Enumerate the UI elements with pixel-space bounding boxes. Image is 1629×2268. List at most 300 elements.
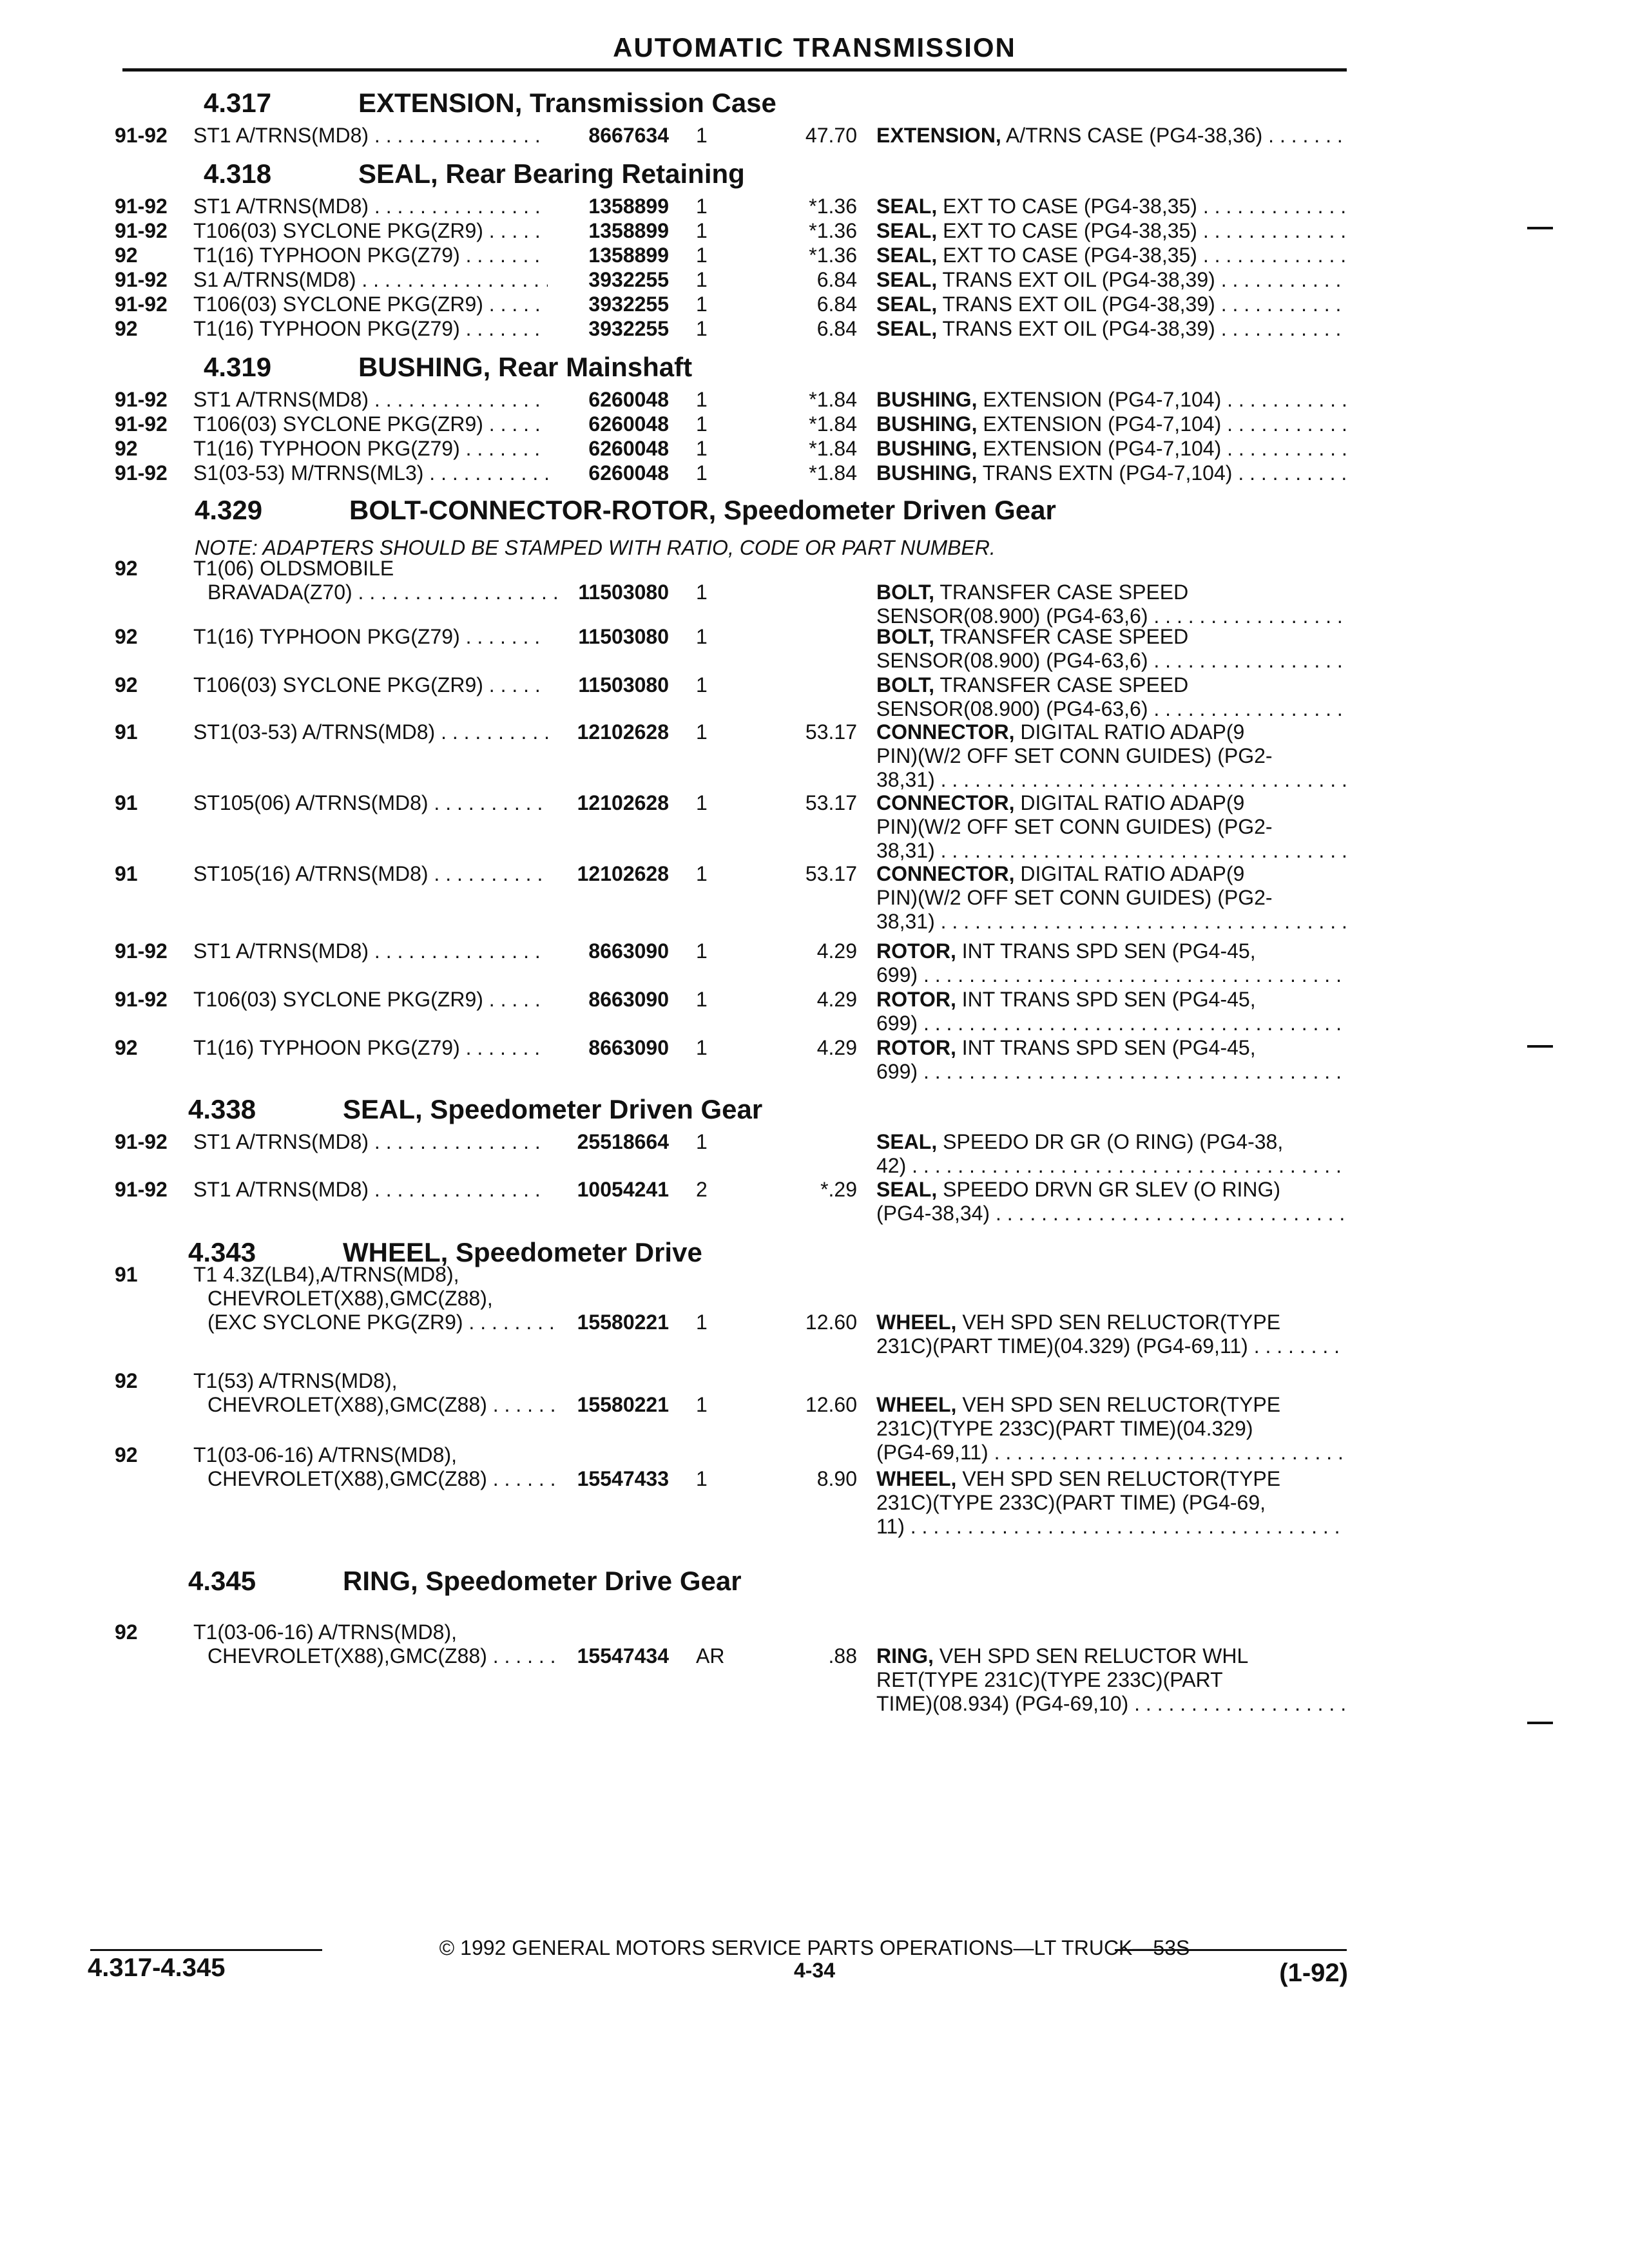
- price: 6.84: [816, 268, 857, 291]
- part-number: 8663090: [588, 1036, 669, 1059]
- description-keyword: BOLT,: [876, 673, 935, 697]
- part-description: [876, 1178, 1347, 1225]
- section-note: NOTE: ADAPTERS SHOULD BE STAMPED WITH RATIO, CODE OR PART NUMBER.: [195, 536, 996, 559]
- description-line: [876, 461, 1347, 485]
- section-title: BOLT-CONNECTOR-ROTOR, Speedometer Driven Gear: [349, 495, 1056, 525]
- quantity: 1: [696, 1130, 708, 1153]
- application: [193, 1443, 562, 1491]
- description-line: 38,31) . . .: [876, 839, 1347, 863]
- application: [193, 219, 548, 243]
- application-line: T1(53) A/TRNS(MD8),: [193, 1369, 398, 1392]
- price: *1.36: [809, 195, 857, 218]
- description-text: TRANS EXT OIL (PG4-38,39): [937, 268, 1215, 291]
- application-line: T106(03) SYCLONE PKG(ZR9) . . .: [193, 412, 548, 436]
- application: [193, 791, 548, 815]
- application: [193, 388, 548, 412]
- application: [193, 1178, 548, 1202]
- part-description: [876, 124, 1347, 148]
- application-line: T106(03) SYCLONE PKG(ZR9) . . .: [193, 988, 548, 1012]
- model-year: 92: [115, 1443, 138, 1466]
- application-line: T106(03) SYCLONE PKG(ZR9) . . .: [193, 219, 548, 243]
- description-text: INT TRANS SPD SEN (PG4-45,: [956, 939, 1256, 963]
- quantity: 1: [696, 1467, 708, 1490]
- description-line: 38,31) . . .: [876, 910, 1347, 934]
- price: *.29: [820, 1178, 857, 1201]
- description-line: [876, 195, 1347, 218]
- description-keyword: WHEEL,: [876, 1467, 957, 1490]
- description-line: 699) . . .: [876, 1060, 1347, 1084]
- description-line: TIME)(08.934) (PG4-69,10) . . .: [876, 1692, 1347, 1716]
- part-description: [876, 1311, 1347, 1358]
- application: [193, 673, 548, 697]
- quantity: 1: [696, 437, 708, 460]
- description-line: PIN)(W/2 OFF SET CONN GUIDES) (PG2-: [876, 815, 1273, 838]
- price: *1.36: [809, 219, 857, 242]
- application: [193, 939, 548, 963]
- description-line: [876, 791, 1347, 815]
- page-header-title: AUTOMATIC TRANSMISSION: [613, 32, 1016, 62]
- application-line: BRAVADA(Z70) . . .: [193, 581, 562, 604]
- model-year: 91-92: [115, 412, 168, 436]
- model-year: 91-92: [115, 1130, 168, 1153]
- application-line: ST1 A/TRNS(MD8) . . .: [193, 124, 548, 148]
- footer-page-number: 4-34: [793, 1959, 836, 1982]
- price: 53.17: [805, 862, 857, 885]
- description-line: [876, 1467, 1347, 1491]
- description-line: 11) . . .: [876, 1515, 1347, 1539]
- part-description: [876, 791, 1347, 863]
- application-line: CHEVROLET(X88),GMC(Z88) . . .: [193, 1467, 562, 1491]
- description-keyword: BOLT,: [876, 581, 935, 604]
- model-year: 91: [115, 720, 138, 744]
- application-line: T106(03) SYCLONE PKG(ZR9) . . .: [193, 673, 548, 697]
- model-year: 91: [115, 791, 138, 814]
- description-text: DIGITAL RATIO ADAP(9: [1014, 862, 1245, 885]
- description-keyword: SEAL,: [876, 219, 938, 242]
- description-line: [876, 1393, 1347, 1417]
- description-keyword: WHEEL,: [876, 1393, 957, 1416]
- quantity: 1: [696, 293, 708, 316]
- footer-copyright: © 1992 GENERAL MOTORS SERVICE PARTS OPERATIONS—LT TRUCK—53S: [439, 1936, 1190, 1959]
- part-number: 15580221: [577, 1311, 669, 1334]
- application: [193, 1036, 548, 1060]
- quantity: 1: [696, 939, 708, 963]
- price: 12.60: [805, 1393, 857, 1416]
- section-title: SEAL, Speedometer Driven Gear: [343, 1094, 763, 1124]
- section-number: 4.319: [204, 352, 272, 382]
- part-description: [876, 581, 1347, 628]
- description-line: 699) . . .: [876, 1012, 1347, 1035]
- application: [193, 988, 548, 1012]
- quantity: 1: [696, 1393, 708, 1416]
- part-number: 15580221: [577, 1393, 669, 1416]
- model-year: 92: [115, 437, 138, 460]
- description-line: [876, 124, 1347, 148]
- part-number: 8663090: [588, 939, 669, 963]
- part-number: 12102628: [577, 720, 669, 744]
- description-line: [876, 317, 1347, 341]
- description-line: SENSOR(08.900) (PG4-63,6) . . .: [876, 697, 1347, 721]
- quantity: 1: [696, 268, 708, 291]
- application-line: ST105(06) A/TRNS(MD8) . . .: [193, 791, 548, 815]
- description-keyword: ROTOR,: [876, 1036, 956, 1059]
- application: [193, 625, 548, 649]
- part-number: 6260048: [588, 388, 669, 411]
- description-keyword: SEAL,: [876, 268, 938, 291]
- application: [193, 293, 548, 316]
- part-number: 11503080: [578, 625, 669, 648]
- application-line: T1(16) TYPHOON PKG(Z79) . . .: [193, 625, 548, 649]
- description-keyword: CONNECTOR,: [876, 862, 1015, 885]
- quantity: 1: [696, 673, 708, 697]
- part-number: 15547434: [577, 1644, 669, 1667]
- description-text: TRANS EXTN (PG4-7,104): [977, 461, 1233, 485]
- description-keyword: SEAL,: [876, 293, 938, 316]
- section-number: 4.345: [188, 1566, 256, 1596]
- description-text: VEH SPD SEN RELUCTOR(TYPE: [956, 1393, 1281, 1416]
- quantity: 1: [696, 791, 708, 814]
- part-description: [876, 388, 1347, 412]
- header-rule: [122, 68, 1347, 72]
- description-text: A/TRNS CASE (PG4-38,36): [1001, 124, 1263, 147]
- application-line: CHEVROLET(X88),GMC(Z88) . . .: [193, 1644, 562, 1668]
- footer-section-range: 4.317-4.345: [88, 1954, 226, 1982]
- application: [193, 1369, 562, 1417]
- description-keyword: BUSHING,: [876, 412, 978, 436]
- part-description: [876, 862, 1347, 934]
- application: [193, 862, 548, 886]
- margin-tick: [1527, 1045, 1553, 1048]
- quantity: 1: [696, 625, 708, 648]
- section-heading: [204, 159, 745, 189]
- application-line: CHEVROLET(X88),GMC(Z88),: [207, 1287, 493, 1310]
- model-year: 91-92: [115, 1178, 168, 1201]
- application-line: T1(03-06-16) A/TRNS(MD8),: [193, 1443, 457, 1466]
- application-line: ST1 A/TRNS(MD8) . . .: [193, 388, 548, 412]
- price: 8.90: [816, 1467, 857, 1490]
- price: *1.84: [809, 388, 857, 411]
- price: 47.70: [805, 124, 857, 147]
- application: [193, 720, 548, 744]
- model-year: 92: [115, 625, 138, 648]
- section-title: WHEEL, Speedometer Drive: [343, 1237, 702, 1267]
- application: [193, 1263, 562, 1334]
- description-text: TRANS EXT OIL (PG4-38,39): [937, 317, 1215, 340]
- description-line: 42) . . .: [876, 1154, 1347, 1178]
- part-description: [876, 219, 1347, 243]
- description-line: [876, 219, 1347, 243]
- description-text: SPEEDO DR GR (O RING) (PG4-38,: [937, 1130, 1284, 1153]
- description-text: EXTENSION (PG4-7,104): [977, 388, 1222, 411]
- description-text: VEH SPD SEN RELUCTOR(TYPE: [956, 1311, 1281, 1334]
- section-title: EXTENSION, Transmission Case: [358, 88, 776, 118]
- application: [193, 268, 548, 292]
- application: [193, 1620, 562, 1668]
- price: 4.29: [816, 988, 857, 1011]
- description-keyword: CONNECTOR,: [876, 720, 1015, 744]
- quantity: 1: [696, 461, 708, 485]
- part-description: [876, 1036, 1347, 1084]
- price: *1.36: [809, 244, 857, 267]
- model-year: 92: [115, 1369, 138, 1392]
- application-line: T1 4.3Z(LB4),A/TRNS(MD8),: [193, 1263, 459, 1286]
- description-keyword: SEAL,: [876, 317, 938, 340]
- part-number: 12102628: [577, 791, 669, 814]
- description-line: 231C)(TYPE 233C)(PART TIME) (PG4-69,: [876, 1491, 1266, 1514]
- price: 53.17: [805, 791, 857, 814]
- price: 6.84: [816, 293, 857, 316]
- application-line: S1(03-53) M/TRNS(ML3) . . .: [193, 461, 548, 485]
- quantity: 1: [696, 244, 708, 267]
- description-line: 231C)(TYPE 233C)(PART TIME)(04.329): [876, 1417, 1253, 1440]
- description-keyword: BUSHING,: [876, 461, 978, 485]
- section-number: 4.343: [188, 1237, 256, 1267]
- description-line: [876, 1178, 1347, 1202]
- description-text: VEH SPD SEN RELUCTOR(TYPE: [956, 1467, 1281, 1490]
- part-number: 12102628: [577, 862, 669, 885]
- model-year: 92: [115, 317, 138, 340]
- description-keyword: ROTOR,: [876, 988, 956, 1011]
- price: .88: [828, 1644, 857, 1667]
- quantity: 1: [696, 720, 708, 744]
- description-keyword: CONNECTOR,: [876, 791, 1015, 814]
- model-year: 91-92: [115, 195, 168, 218]
- description-text: TRANSFER CASE SPEED: [934, 625, 1189, 648]
- application-line: S1 A/TRNS(MD8) . . .: [193, 268, 548, 292]
- description-line: 699) . . .: [876, 963, 1347, 987]
- description-line: [876, 293, 1347, 316]
- description-text: EXT TO CASE (PG4-38,35): [937, 195, 1197, 218]
- description-text: VEH SPD SEN RELUCTOR WHL: [933, 1644, 1249, 1667]
- price: 53.17: [805, 720, 857, 744]
- description-keyword: SEAL,: [876, 1178, 938, 1201]
- model-year: 91-92: [115, 124, 168, 147]
- description-line: [876, 1311, 1347, 1334]
- part-number: 6260048: [588, 412, 669, 436]
- description-line: [876, 412, 1347, 436]
- application-line: T1(06) OLDSMOBILE: [193, 557, 394, 580]
- quantity: 1: [696, 581, 708, 604]
- model-year: 91: [115, 1263, 138, 1286]
- description-line: [876, 437, 1347, 461]
- description-keyword: SEAL,: [876, 244, 938, 267]
- description-text: INT TRANS SPD SEN (PG4-45,: [956, 1036, 1256, 1059]
- model-year: 92: [115, 557, 138, 580]
- part-number: 1358899: [588, 244, 669, 267]
- part-number: 11503080: [578, 581, 669, 604]
- description-text: TRANSFER CASE SPEED: [934, 581, 1189, 604]
- description-text: EXTENSION (PG4-7,104): [977, 412, 1222, 436]
- description-line: [876, 673, 1347, 697]
- description-line: [876, 581, 1347, 604]
- application-line: (EXC SYCLONE PKG(ZR9) . . .: [193, 1311, 562, 1334]
- part-number: 3932255: [588, 268, 669, 291]
- part-description: [876, 268, 1347, 292]
- description-keyword: BUSHING,: [876, 388, 978, 411]
- model-year: 91-92: [115, 988, 168, 1011]
- section-number: 4.318: [204, 159, 272, 189]
- part-number: 6260048: [588, 461, 669, 485]
- description-keyword: EXTENSION,: [876, 124, 1001, 147]
- application: [193, 1130, 548, 1154]
- description-line: [876, 1644, 1347, 1668]
- model-year: 91-92: [115, 939, 168, 963]
- part-description: [876, 461, 1347, 485]
- application: [193, 557, 562, 604]
- section-heading: [188, 1094, 762, 1125]
- description-keyword: BOLT,: [876, 625, 935, 648]
- part-description: [876, 1393, 1347, 1465]
- quantity: 1: [696, 1036, 708, 1059]
- quantity: 1: [696, 1311, 708, 1334]
- section-number: 4.317: [204, 88, 272, 118]
- price: 4.29: [816, 1036, 857, 1059]
- price: *1.84: [809, 461, 857, 485]
- application-line: ST1 A/TRNS(MD8) . . .: [193, 1178, 548, 1202]
- price: *1.84: [809, 412, 857, 436]
- part-number: 11503080: [578, 673, 669, 697]
- description-line: [876, 625, 1347, 649]
- description-text: SPEEDO DRVN GR SLEV (O RING): [937, 1178, 1281, 1201]
- quantity: 1: [696, 219, 708, 242]
- part-description: [876, 988, 1347, 1035]
- part-number: 15547433: [577, 1467, 669, 1490]
- part-number: 8667634: [588, 124, 669, 147]
- quantity: 1: [696, 862, 708, 885]
- description-line: SENSOR(08.900) (PG4-63,6) . . .: [876, 649, 1347, 673]
- description-keyword: BUSHING,: [876, 437, 978, 460]
- price: 4.29: [816, 939, 857, 963]
- description-line: [876, 268, 1347, 292]
- part-description: [876, 437, 1347, 461]
- description-line: [876, 1130, 1347, 1154]
- application-line: T1(16) TYPHOON PKG(Z79) . . .: [193, 1036, 548, 1060]
- part-number: 1358899: [588, 195, 669, 218]
- model-year: 91: [115, 862, 138, 885]
- description-line: [876, 939, 1347, 963]
- application-line: T1(16) TYPHOON PKG(Z79) . . .: [193, 437, 548, 461]
- price: 12.60: [805, 1311, 857, 1334]
- description-text: TRANSFER CASE SPEED: [934, 673, 1189, 697]
- description-keyword: WHEEL,: [876, 1311, 957, 1334]
- application: [193, 195, 548, 218]
- application-line: T1(03-06-16) A/TRNS(MD8),: [193, 1620, 457, 1644]
- price: 6.84: [816, 317, 857, 340]
- application: [193, 412, 548, 436]
- application-line: ST1 A/TRNS(MD8) . . .: [193, 195, 548, 218]
- part-description: [876, 1644, 1347, 1716]
- section-title: SEAL, Rear Bearing Retaining: [358, 159, 745, 189]
- part-description: [876, 1130, 1347, 1178]
- quantity: 1: [696, 124, 708, 147]
- application: [193, 437, 548, 461]
- part-description: [876, 1467, 1347, 1539]
- description-keyword: RING,: [876, 1644, 934, 1667]
- description-text: EXTENSION (PG4-7,104): [977, 437, 1222, 460]
- description-keyword: ROTOR,: [876, 939, 956, 963]
- model-year: 92: [115, 1036, 138, 1059]
- application-line: ST1 A/TRNS(MD8) . . .: [193, 1130, 548, 1154]
- part-description: [876, 293, 1347, 316]
- model-year: 91-92: [115, 293, 168, 316]
- section-number: 4.338: [188, 1094, 256, 1124]
- part-number: 25518664: [577, 1130, 669, 1153]
- quantity: 1: [696, 388, 708, 411]
- part-description: [876, 195, 1347, 218]
- section-title: BUSHING, Rear Mainshaft: [358, 352, 693, 382]
- description-keyword: SEAL,: [876, 1130, 938, 1153]
- description-line: PIN)(W/2 OFF SET CONN GUIDES) (PG2-: [876, 744, 1273, 767]
- application-line: ST1(03-53) A/TRNS(MD8) . . .: [193, 720, 548, 744]
- model-year: 92: [115, 673, 138, 697]
- model-year: 91-92: [115, 461, 168, 485]
- description-line: RET(TYPE 231C)(TYPE 233C)(PART: [876, 1668, 1223, 1691]
- section-heading: [204, 88, 776, 119]
- price: *1.84: [809, 437, 857, 460]
- description-line: [876, 244, 1347, 267]
- description-line: [876, 720, 1347, 744]
- model-year: 92: [115, 244, 138, 267]
- model-year: 91-92: [115, 219, 168, 242]
- part-description: [876, 625, 1347, 673]
- description-line: 38,31) . . .: [876, 768, 1347, 792]
- model-year: 92: [115, 1620, 138, 1644]
- description-line: [876, 988, 1347, 1012]
- footer-revision-date: (1-92): [1279, 1959, 1348, 1987]
- part-description: [876, 412, 1347, 436]
- description-line: (PG4-38,34) . . .: [876, 1202, 1347, 1225]
- quantity: 1: [696, 412, 708, 436]
- application-line: T1(16) TYPHOON PKG(Z79) . . .: [193, 317, 548, 341]
- quantity: 1: [696, 317, 708, 340]
- section-heading: [195, 495, 1056, 526]
- quantity: 1: [696, 195, 708, 218]
- part-number: 8663090: [588, 988, 669, 1011]
- part-description: [876, 244, 1347, 267]
- description-text: EXT TO CASE (PG4-38,35): [937, 219, 1197, 242]
- description-text: INT TRANS SPD SEN (PG4-45,: [956, 988, 1256, 1011]
- description-line: SENSOR(08.900) (PG4-63,6) . . .: [876, 604, 1347, 628]
- part-number: 10054241: [577, 1178, 669, 1201]
- application: [193, 124, 548, 148]
- part-number: 3932255: [588, 317, 669, 340]
- application: [193, 244, 548, 267]
- model-year: 91-92: [115, 388, 168, 411]
- part-description: [876, 939, 1347, 987]
- application-line: T106(03) SYCLONE PKG(ZR9) . . .: [193, 293, 548, 316]
- description-line: [876, 862, 1347, 886]
- description-text: DIGITAL RATIO ADAP(9: [1014, 791, 1245, 814]
- application: [193, 461, 548, 485]
- part-description: [876, 317, 1347, 341]
- quantity: AR: [696, 1644, 725, 1667]
- application: [193, 317, 548, 341]
- margin-tick: [1527, 1722, 1553, 1724]
- description-text: EXT TO CASE (PG4-38,35): [937, 244, 1197, 267]
- application-line: ST105(16) A/TRNS(MD8) . . .: [193, 862, 548, 886]
- part-number: 3932255: [588, 293, 669, 316]
- part-number: 1358899: [588, 219, 669, 242]
- description-line: (PG4-69,11) . . .: [876, 1441, 1347, 1465]
- section-heading: [204, 352, 692, 383]
- description-line: 231C)(PART TIME)(04.329) (PG4-69,11) . . .: [876, 1334, 1347, 1358]
- margin-tick: [1527, 227, 1553, 229]
- part-number: 6260048: [588, 437, 669, 460]
- description-line: [876, 1036, 1347, 1060]
- part-description: [876, 673, 1347, 721]
- application-line: CHEVROLET(X88),GMC(Z88) . . .: [193, 1393, 562, 1417]
- description-text: DIGITAL RATIO ADAP(9: [1014, 720, 1245, 744]
